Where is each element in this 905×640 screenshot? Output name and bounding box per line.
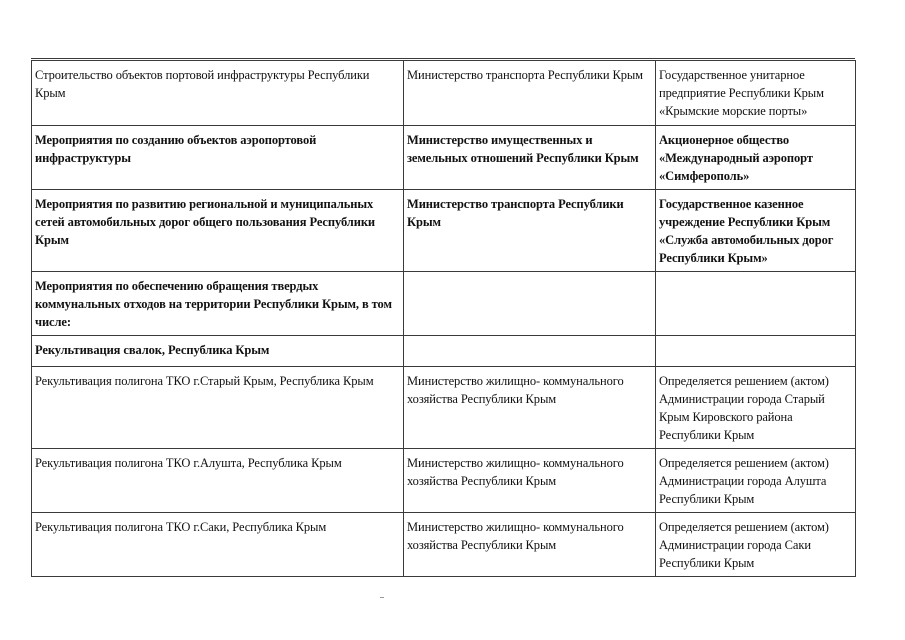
responsible-cell xyxy=(404,336,656,367)
responsible-cell: Министерство имущественных и земельных отношений Республики Крым xyxy=(404,126,656,190)
responsible-cell: Министерство жилищно- коммунального хозяйства Республики Крым xyxy=(404,449,656,513)
responsible-cell: Министерство жилищно- коммунального хозяйства Республики Крым xyxy=(404,513,656,577)
table-row xyxy=(32,449,856,513)
executor-cell xyxy=(656,336,856,367)
responsible-cell: Министерство транспорта Республики Крым xyxy=(404,61,656,126)
responsible-cell xyxy=(404,272,656,336)
activity-cell: Мероприятия по созданию объектов аэропортовой инфраструктуры xyxy=(32,126,404,190)
table-row xyxy=(32,272,856,336)
executor-cell: Определяется решением (актом) Администрации города Старый Крым Кировского района Республики Крым xyxy=(656,367,856,449)
activity-cell: Мероприятия по развитию региональной и муниципальных сетей автомобильных дорог общего пользования Республики Крым xyxy=(32,190,404,272)
executor-cell xyxy=(656,272,856,336)
activities-table xyxy=(31,60,856,577)
activity-cell: Рекультивация свалок, Республика Крым xyxy=(32,336,404,367)
executor-cell: Государственное унитарное предприятие Республики Крым «Крымские морские порты» xyxy=(656,61,856,126)
activity-cell: Строительство объектов портовой инфраструктуры Республики Крым xyxy=(32,61,404,126)
activity-cell: Мероприятия по обеспечению обращения твердых коммунальных отходов на территории Республики Крым, в том числе: xyxy=(32,272,404,336)
executor-cell: Определяется решением (актом) Администрации города Саки Республики Крым xyxy=(656,513,856,577)
table-row xyxy=(32,367,856,449)
table-row xyxy=(32,190,856,272)
responsible-cell: Министерство жилищно- коммунального хозяйства Республики Крым xyxy=(404,367,656,449)
top-table-edge xyxy=(31,58,855,59)
executor-cell: Акционерное общество «Международный аэропорт «Симферополь» xyxy=(656,126,856,190)
activity-cell: Рекультивация полигона ТКО г.Саки, Республика Крым xyxy=(32,513,404,577)
activity-cell: Рекультивация полигона ТКО г.Старый Крым, Республика Крым xyxy=(32,367,404,449)
table-row xyxy=(32,336,856,367)
document-page xyxy=(31,60,855,577)
scan-speck xyxy=(380,597,384,598)
executor-cell: Государственное казенное учреждение Республики Крым «Служба автомобильных дорог Республики Крым» xyxy=(656,190,856,272)
table-row xyxy=(32,61,856,126)
executor-cell: Определяется решением (актом) Администрации города Алушта Республики Крым xyxy=(656,449,856,513)
table-row xyxy=(32,126,856,190)
table-row xyxy=(32,513,856,577)
responsible-cell: Министерство транспорта Республики Крым xyxy=(404,190,656,272)
activity-cell: Рекультивация полигона ТКО г.Алушта, Республика Крым xyxy=(32,449,404,513)
